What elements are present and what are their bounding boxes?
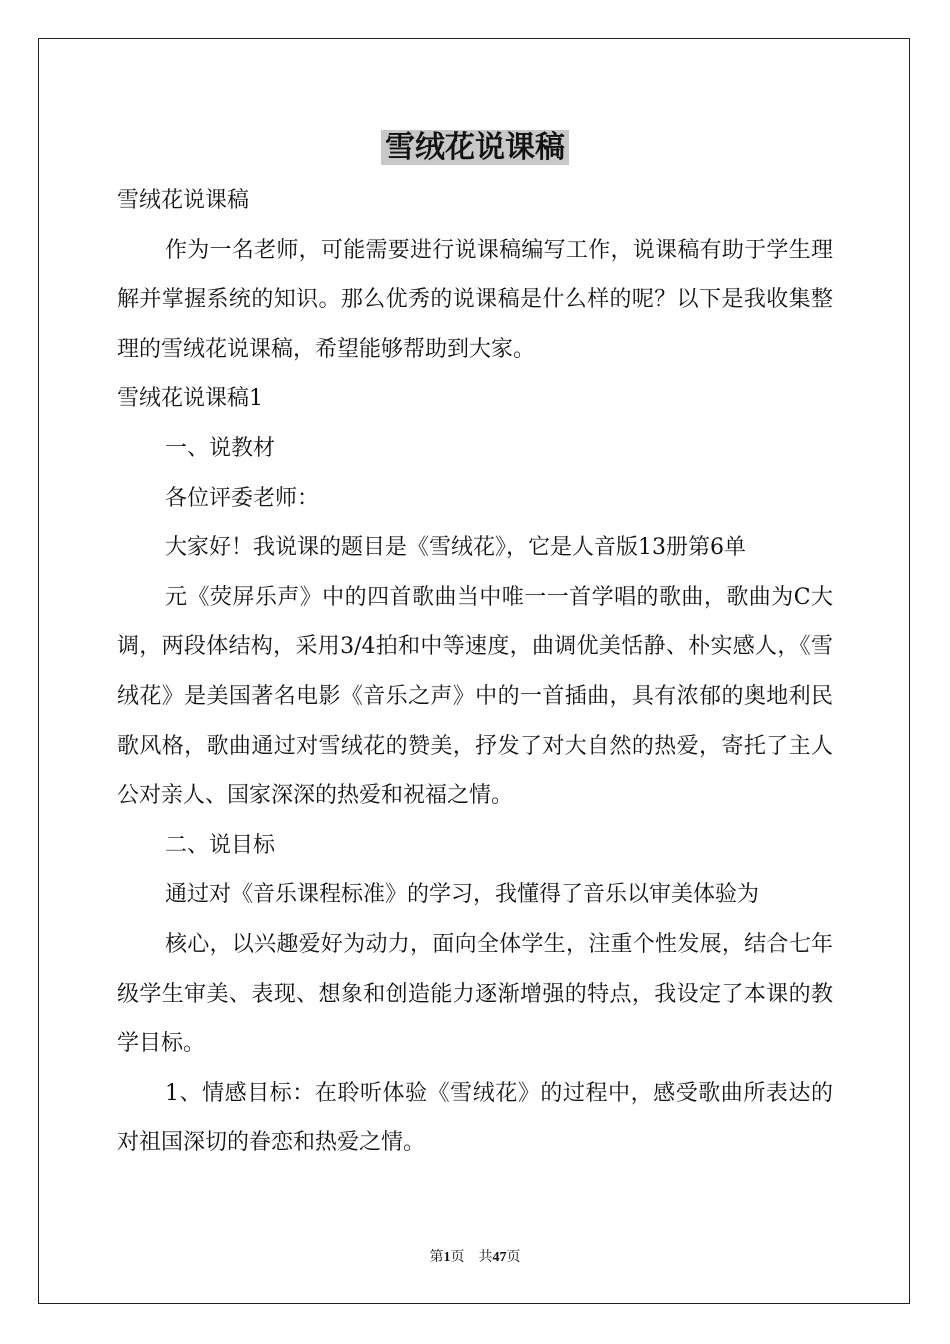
document-title bbox=[0, 126, 950, 170]
section-heading: 雪绒花说课稿1 bbox=[117, 386, 263, 412]
footer-total-suffix: 页 bbox=[506, 1250, 521, 1265]
paragraph-topic: 大家好！我说课的题目是《雪绒花》，它是人音版13册第6单 bbox=[165, 535, 746, 561]
subheading-textbook: 一、说教材 bbox=[165, 435, 276, 461]
footer-total-pages: 47 bbox=[492, 1250, 507, 1265]
footer-page-prefix: 第 bbox=[429, 1250, 444, 1265]
document-title-text: 雪绒花说课稿 bbox=[381, 130, 569, 165]
paragraph-goals-detail: 核心，以兴趣爱好为动力，面向全体学生，注重个性发展，结合七年级学生审美、表现、想象和创造能力逐渐增强的特点，我设定了本课的教学目标。 bbox=[117, 931, 833, 1057]
footer-page-number: 1 bbox=[443, 1250, 451, 1265]
paragraph-intro: 作为一名老师，可能需要进行说课稿编写工作，说课稿有助于学生理解并掌握系统的知识。那么优秀的说课稿是什么样的呢？以下是我收集整理的雪绒花说课稿，希望能够帮助到大家。 bbox=[117, 237, 833, 362]
paragraph-greeting: 各位评委老师： bbox=[165, 485, 320, 511]
document-body bbox=[117, 176, 833, 1168]
page-footer bbox=[0, 1248, 950, 1268]
footer-page-suffix: 页 bbox=[450, 1250, 465, 1265]
footer-total-prefix: 共 bbox=[478, 1250, 493, 1265]
paragraph-emotional-goal: 1、情感目标：在聆听体验《雪绒花》的过程中，感受歌曲所表达的对祖国深切的眷恋和热爱之情。 bbox=[117, 1080, 833, 1156]
paragraph-song-description: 元《荧屏乐声》中的四首歌曲当中唯一一首学唱的歌曲，歌曲为C大调，两段体结构，采用3/4拍和中等速度，曲调优美恬静、朴实感人，《雪绒花》是美国著名电影《音乐之声》中的一首插曲，具有浓郁的奥地利民歌风格，歌曲通过对雪绒花的赞美，抒发了对大自然的热爱，寄托了主人公对亲人、国家深深的热爱和祝福之情。 bbox=[117, 584, 833, 809]
subheading-goals: 二、说目标 bbox=[165, 832, 276, 858]
paragraph-standards: 通过对《音乐课程标准》的学习，我懂得了音乐以审美体验为 bbox=[165, 882, 760, 908]
paragraph-heading: 雪绒花说课稿 bbox=[117, 188, 250, 213]
